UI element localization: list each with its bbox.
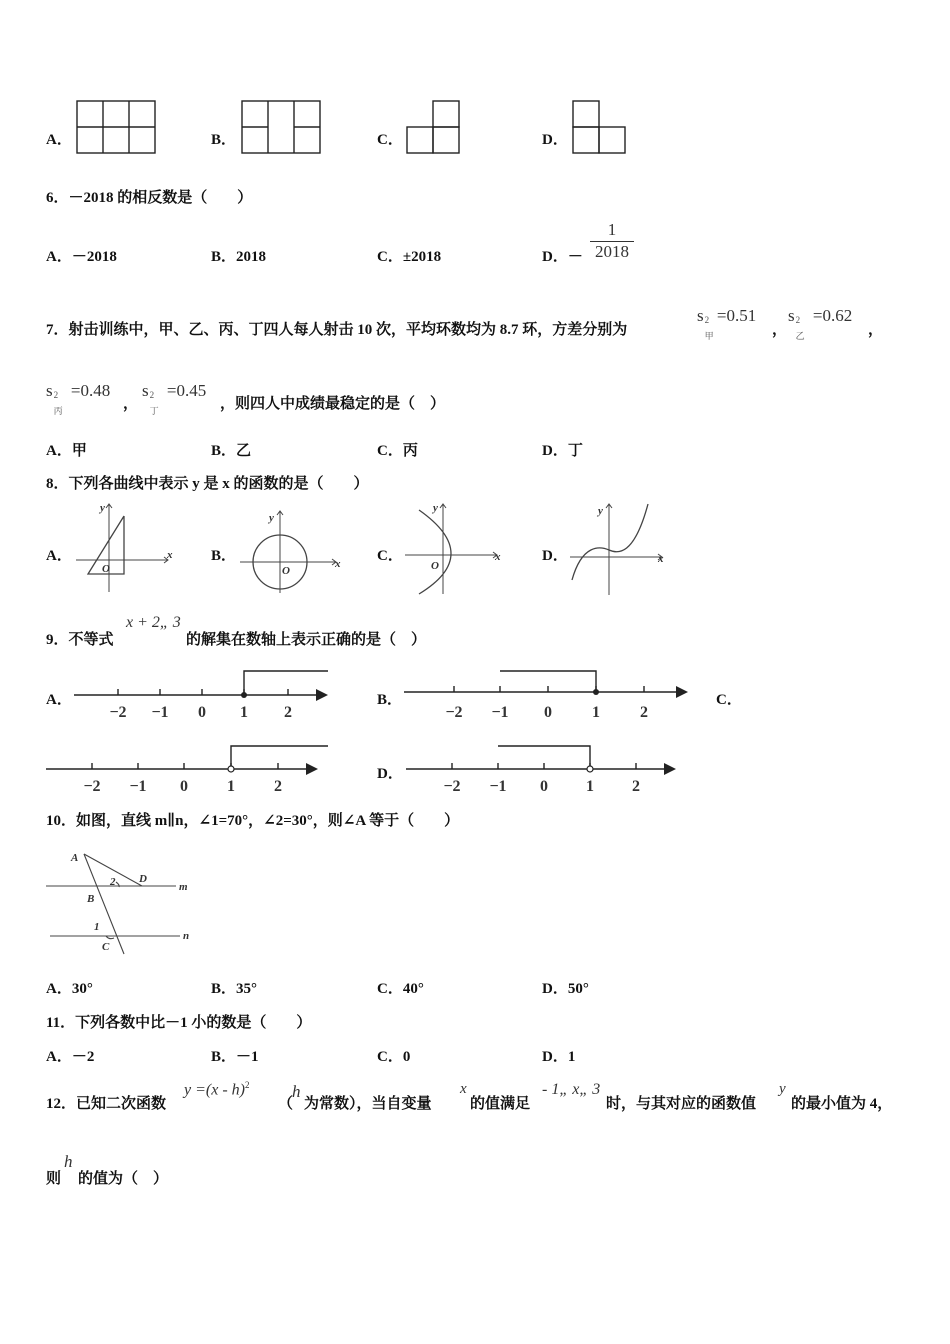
q7-var-bing <box>46 381 111 416</box>
q9-d-tick-neg2: −2 <box>443 778 461 795</box>
q5-option-c-label: C． <box>377 132 403 148</box>
q10-label-angle2: 2 <box>110 876 116 888</box>
q9-stem-prefix: 9．不等式 <box>46 632 114 648</box>
q9-d-tick-0: 0 <box>540 778 548 795</box>
q7-value-yi: =0.62 <box>812 306 853 325</box>
q8-c-x-label: x <box>495 551 501 563</box>
q12-stem-b: （ <box>278 1096 294 1112</box>
q11-option-b: B．－1 <box>211 1049 259 1065</box>
q10-option-c: C．40° <box>377 981 424 997</box>
q12-stem-f: 的最小值为 4， <box>791 1096 893 1112</box>
q7-option-b: B．乙 <box>211 443 252 459</box>
q8-d-y-label: y <box>598 505 603 517</box>
q9-b-tick-neg1: −1 <box>491 704 509 721</box>
q7-value-jia: =0.51 <box>716 306 757 325</box>
q6-fraction-numerator: 1 <box>607 220 617 239</box>
q7-option-d: D．丁 <box>542 443 583 459</box>
q11-option-a: A．－2 <box>46 1049 95 1065</box>
q7-option-c: C．丙 <box>377 443 418 459</box>
q5-option-a-figure <box>76 100 156 154</box>
q10-figure <box>44 844 204 956</box>
q9-option-d-label: D． <box>377 766 403 782</box>
q7-var-ding <box>142 381 207 416</box>
q9-d-tick-neg1: −1 <box>489 778 507 795</box>
q7-comma-2: ， <box>868 322 884 338</box>
q11-option-c: C．0 <box>377 1049 411 1065</box>
q10-option-a: A．30° <box>46 981 93 997</box>
q9-d-tick-2: 2 <box>632 778 640 795</box>
q12-y: y <box>779 1081 786 1097</box>
q9-c-tick-1: 1 <box>227 778 235 795</box>
q8-b-y-label: y <box>269 512 274 524</box>
q8-option-a-graph <box>72 500 174 595</box>
q8-option-d-graph <box>568 500 668 597</box>
q9-c-tick-neg1: −1 <box>129 778 147 795</box>
q6-option-a: A．－2018 <box>46 249 117 265</box>
q6-option-c: C．±2018 <box>377 249 442 265</box>
q12-stem-c: 为常数），当自变量 <box>304 1096 432 1112</box>
q7-stem-part2: ，则四人中成绩最稳定的是（ ） <box>220 396 446 412</box>
q9-option-a-numberline <box>72 665 334 725</box>
q9-option-c-label: C． <box>716 692 742 708</box>
q10-label-d: D <box>139 873 147 885</box>
q9-stem-suffix: 的解集在数轴上表示正确的是（ ） <box>186 632 427 648</box>
q7-comma-3: ， <box>123 396 139 412</box>
q9-c-tick-2: 2 <box>274 778 282 795</box>
q8-b-x-label: x <box>335 558 341 570</box>
q12-x: x <box>460 1081 467 1097</box>
q8-d-x-label: x <box>658 553 664 565</box>
q8-option-d-label: D． <box>542 548 568 564</box>
q9-option-b-label: B． <box>377 692 403 708</box>
q5-option-b-figure <box>241 100 321 154</box>
q8-option-c-label: C． <box>377 548 403 564</box>
q7-sub-bing: 丙 <box>53 406 63 416</box>
q7-sub-ding: 丁 <box>149 406 159 416</box>
q8-a-origin: O <box>102 563 110 575</box>
q7-comma-1: ， <box>772 322 788 338</box>
q5-option-a-label: A． <box>46 132 72 148</box>
q10-label-m: m <box>179 881 188 893</box>
q9-b-tick-2: 2 <box>640 704 648 721</box>
q9-option-c-numberline <box>44 740 334 798</box>
q5-option-d-figure <box>572 100 628 154</box>
q7-value-ding: =0.45 <box>166 381 207 400</box>
q7-var-jia <box>697 306 757 341</box>
q8-c-y-label: y <box>433 502 438 514</box>
q11-stem: 11．下列各数中比－1 小的数是（ ） <box>46 1015 312 1031</box>
q7-option-a: A．甲 <box>46 443 87 459</box>
q12-line2-b: 的值为（ ） <box>78 1171 169 1187</box>
q9-a-tick-1: 1 <box>240 704 248 721</box>
q12-line2-a: 则 <box>46 1171 62 1187</box>
q9-option-b-numberline <box>402 665 692 725</box>
q10-label-n: n <box>183 930 190 942</box>
q5-option-d-label: D． <box>542 132 568 148</box>
q8-option-c-graph <box>403 500 503 597</box>
q10-label-angle1: 1 <box>94 921 100 933</box>
q10-option-d: D．50° <box>542 981 589 997</box>
q6-fraction-denominator: 2018 <box>590 241 634 262</box>
q7-sq-bing: 2 <box>53 390 59 400</box>
q9-a-tick-neg1: −1 <box>151 704 169 721</box>
q8-c-origin: O <box>431 560 439 572</box>
q10-label-c: C <box>102 941 110 953</box>
q9-option-a-label: A． <box>46 692 72 708</box>
q7-s-yi: s <box>788 306 795 325</box>
q12-function-body: y =(x - h) <box>184 1081 245 1099</box>
q9-c-tick-0: 0 <box>180 778 188 795</box>
q12-stem-a: 12．已知二次函数 <box>46 1096 167 1112</box>
q9-option-d-numberline <box>404 740 684 798</box>
q10-label-a: A <box>71 852 79 864</box>
q7-sq-jia: 2 <box>704 315 710 325</box>
q10-label-b: B <box>87 893 95 905</box>
q8-stem: 8．下列各曲线中表示 y 是 x 的函数的是（ ） <box>46 476 369 492</box>
q7-sub-yi: 乙 <box>795 331 805 341</box>
q12-stem-d: 的值满足 <box>470 1096 531 1112</box>
q7-sq-ding: 2 <box>149 390 155 400</box>
q7-sq-yi: 2 <box>795 315 801 325</box>
q8-a-y-label: y <box>100 502 105 514</box>
q7-var-yi <box>788 306 853 341</box>
q9-b-tick-neg2: −2 <box>445 704 463 721</box>
q7-stem-part1: 7．射击训练中，甲、乙、丙、丁四人每人射击 10 次，平均环数均为 8.7 环，方差分别为 <box>46 322 628 338</box>
q9-inequality: x + 2„ 3 <box>126 614 181 631</box>
q12-line2-h: h <box>64 1152 73 1171</box>
q10-stem: 10．如图，直线 m∥n，∠1=70°，∠2=30°，则∠A 等于（ ） <box>46 813 460 829</box>
q10-option-b: B．35° <box>211 981 258 997</box>
q6-fraction <box>590 220 634 262</box>
q7-s-jia: s <box>697 306 704 325</box>
q9-b-tick-1: 1 <box>592 704 600 721</box>
q7-sub-jia: 甲 <box>704 331 714 341</box>
q12-function-exponent: 2 <box>244 1080 250 1090</box>
q8-a-x-label: x <box>167 549 173 561</box>
q9-a-tick-2: 2 <box>284 704 292 721</box>
q11-option-d: D．1 <box>542 1049 576 1065</box>
q6-option-b: B．2018 <box>211 249 267 265</box>
q8-option-b-label: B． <box>211 548 237 564</box>
q7-value-bing: =0.48 <box>70 381 111 400</box>
q8-option-a-label: A． <box>46 548 72 564</box>
q5-option-b-label: B． <box>211 132 237 148</box>
q8-option-b-graph <box>238 505 344 597</box>
q8-b-origin: O <box>282 565 290 577</box>
q12-function <box>184 1080 249 1099</box>
q7-s-ding: s <box>142 381 149 400</box>
q12-stem-e: 时，与其对应的函数值 <box>606 1096 757 1112</box>
q7-s-bing: s <box>46 381 53 400</box>
q6-option-d: D．－ <box>542 249 583 265</box>
q9-a-tick-0: 0 <box>198 704 206 721</box>
q5-option-c-figure <box>406 100 462 154</box>
q12-range: - 1„ x„ 3 <box>542 1081 601 1098</box>
q12-h: h <box>292 1082 301 1101</box>
q9-d-tick-1: 1 <box>586 778 594 795</box>
q9-a-tick-neg2: −2 <box>109 704 127 721</box>
q9-c-tick-neg2: −2 <box>83 778 101 795</box>
q6-stem: 6．－2018 的相反数是（ ） <box>46 190 253 206</box>
q9-b-tick-0: 0 <box>544 704 552 721</box>
